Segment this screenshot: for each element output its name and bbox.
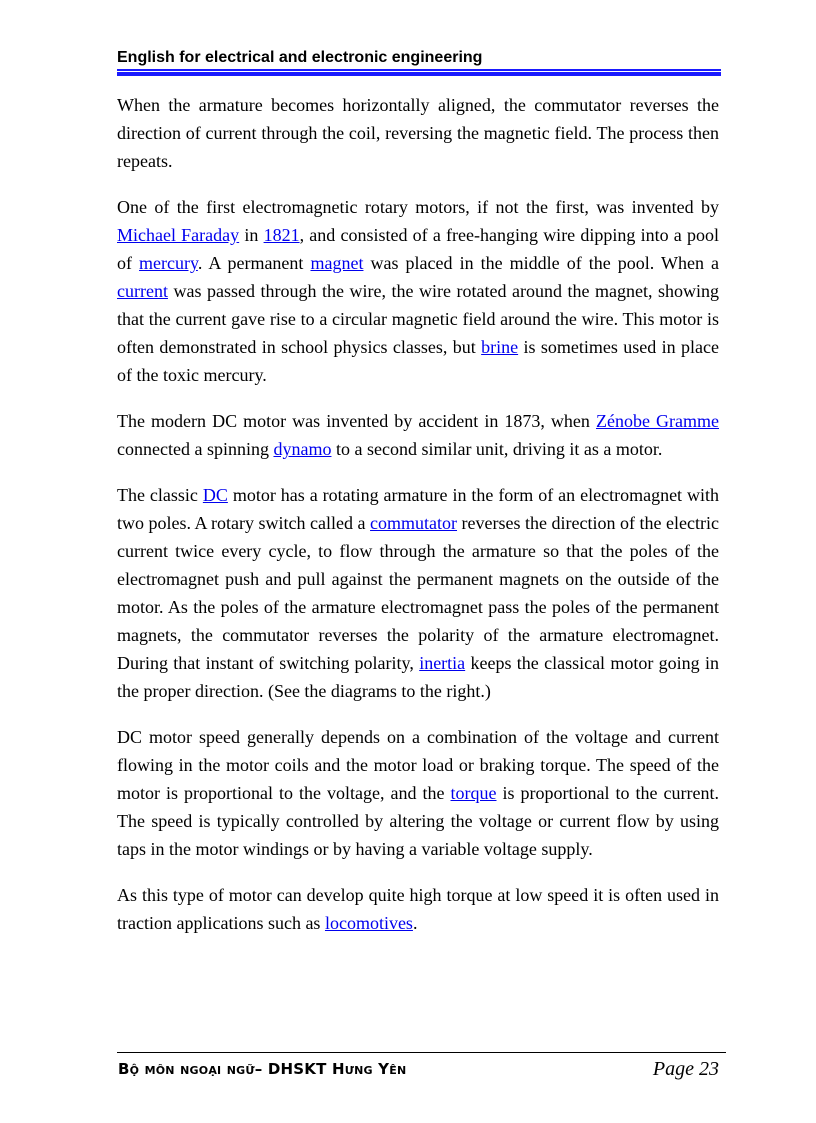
header-rule-thick [117,72,721,76]
paragraph-classic-dc-motor: The classic DC motor has a rotating armature in the form of an electromagnet with two poles. A rotary switch called a commutator reverses the direction of the electric current twice every cycle, to flow through the armature so that the poles of the electromagnet push and pull against the permanent magnets on the outside of the motor. As the poles of the armature electromagnet pass the poles of the permanent magnets, the commutator reverses the polarity of the armature electromagnet. During that instant of switching polarity, inertia keeps the classical motor going in the proper direction. (See the diagrams to the right.) [117,485,719,701]
paragraph-motor-speed: DC motor speed generally depends on a combination of the voltage and current flowing in the motor coils and the motor load or braking torque. The speed of the motor is proportional to the voltage, and the torque is proportional to the current. The speed is typically controlled by altering the voltage or current flow by using taps in the motor windings or by having a variable voltage supply. [117,727,719,859]
link-locomotives[interactable]: locomotives [324,913,413,933]
page-number: Page 23 [652,1058,719,1080]
page-body [117,91,719,955]
header-rule-thin [117,69,721,71]
link-torque[interactable]: torque [450,783,497,803]
paragraph-modern-dc-motor: The modern DC motor was invented by accident in 1873, when Zénobe Gramme connected a spinning dynamo to a second similar unit, driving it as a motor. [117,411,719,459]
paragraph-traction: As this type of motor can develop quite high torque at low speed it is often used in traction applications such as locomotives. [117,885,719,933]
link-inertia[interactable]: inertia [419,653,466,673]
link-zenobe-gramme[interactable]: Zénobe Gramme [595,411,719,431]
link-brine[interactable]: brine [481,337,519,357]
running-header: English for electrical and electronic engineering [117,49,483,66]
link-1821[interactable]: 1821 [263,225,300,245]
paragraph-faraday-motor: One of the first electromagnetic rotary motors, if not the first, was invented by Michael Faraday in 1821, and consisted of a free-hanging wire dipping into a pool of mercury. A permanent magnet was placed in the middle of the pool. When a current was passed through the wire, the wire rotated around the magnet, showing that the current gave rise to a circular magnetic field around the wire. This motor is often demonstrated in school physics classes, but brine is sometimes used in place of the toxic mercury. [117,197,719,385]
link-michael-faraday[interactable]: Michael Faraday [117,225,240,245]
link-commutator[interactable]: commutator [370,513,458,533]
paragraph-armature-aligned: When the armature becomes horizontally aligned, the commutator reverses the direction of current through the coil, reversing the magnetic field. The process then repeats. [117,95,719,171]
link-mercury[interactable]: mercury [139,253,198,273]
link-magnet[interactable]: magnet [310,253,364,273]
link-dc[interactable]: DC [202,485,228,505]
footer-rule [117,1052,726,1053]
footer-department: Bộ môn ngoại ngữ– DHSKT Hưng Yên [118,1060,407,1078]
link-current[interactable]: current [117,281,168,301]
link-dynamo[interactable]: dynamo [273,439,332,459]
